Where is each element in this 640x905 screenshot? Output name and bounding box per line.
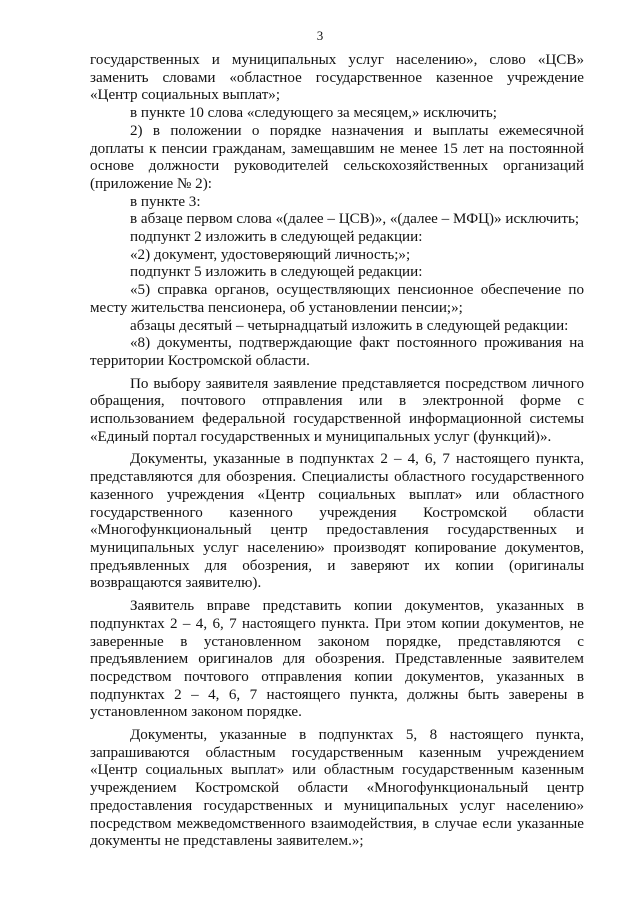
paragraph-continuation: государственных и муниципальных услуг населению», слово «ЦСВ» заменить словами «областное государственное казенное учреждение «Центр социальных выплат»; xyxy=(90,52,584,104)
paragraph-copies: Заявитель вправе представить копии документов, указанных в подпунктах 2 – 4, 6, 7 настоящего пункта. При этом копии документов, не заверенные в установленном законом порядке, представляются с предъявлением оригиналов для обозрения. Представленные заявителем посредством почтового отправления копии документов, указанных в подпунктах 2 – 4, 6, 7 настоящего пункта, должны быть заверены в установленном законом порядке. xyxy=(90,598,584,721)
page-number: 3 xyxy=(316,28,324,43)
paragraph-first-abzac: в абзаце первом слова «(далее – ЦСВ)», «(далее – МФЦ)» исключить; xyxy=(130,211,580,228)
paragraph-subpoint-2-intro: подпункт 2 изложить в следующей редакции: xyxy=(130,229,423,246)
paragraph-item-10: в пункте 10 слова «следующего за месяцем,» исключить; xyxy=(130,105,497,122)
paragraph-subpoint-5-text: «5) справка органов, осуществляющих пенсионное обеспечение по месту жительства пенсионера, об установлении пенсии;»; xyxy=(90,282,584,316)
paragraph-point-2: 2) в положении о порядке назначения и выплаты ежемесячной доплаты к пенсии гражданам, замещавшим не менее 15 лет на постоянной основе должности руководителей сельскохозяйственных организаций (приложение № 2): xyxy=(90,122,584,192)
paragraph-interagency: Документы, указанные в подпунктах 5, 8 настоящего пункта, запрашиваются областным государственным казенным учреждением «Центр социальных выплат» или областным государственным казенным учреждением Костромской области «Многофункциональный центр предоставления государственных и муниципальных услуг населению» посредством межведомственного взаимодействия, в случае если указанные документы не представлены заявителем.»; xyxy=(90,727,584,850)
paragraph-subpoint-5-intro: подпункт 5 изложить в следующей редакции: xyxy=(130,264,423,281)
paragraph-in-point-3: в пункте 3: xyxy=(130,193,201,210)
paragraph-documents-review: Документы, указанные в подпунктах 2 – 4, 6, 7 настоящего пункта, представляются для обозрения. Специалисты областного государственного казенного учреждения «Центр социальных выплат» или областного государственного казенного учреждения Костромской области «Многофункциональный центр предоставления государственных и муниципальных услуг населению» производят копирование документов, предъявленных для обозрения, и заверяют их копии (оригиналы возвращаются заявителю). xyxy=(90,451,584,592)
paragraph-abzacy-intro: абзацы десятый – четырнадцатый изложить в следующей редакции: xyxy=(130,317,569,334)
paragraph-subpoint-8-text: «8) документы, подтверждающие факт постоянного проживания на территории Костромской области. xyxy=(90,335,584,369)
paragraph-subpoint-2-text: «2) документ, удостоверяющий личность;»; xyxy=(130,246,411,263)
paragraph-submission: По выбору заявителя заявление представляется посредством личного обращения, почтового отправления или в электронной форме с использованием федеральной государственной информационной системы «Единый портал государственных и муниципальных услуг (функций)». xyxy=(90,375,584,445)
document-body xyxy=(90,52,584,851)
